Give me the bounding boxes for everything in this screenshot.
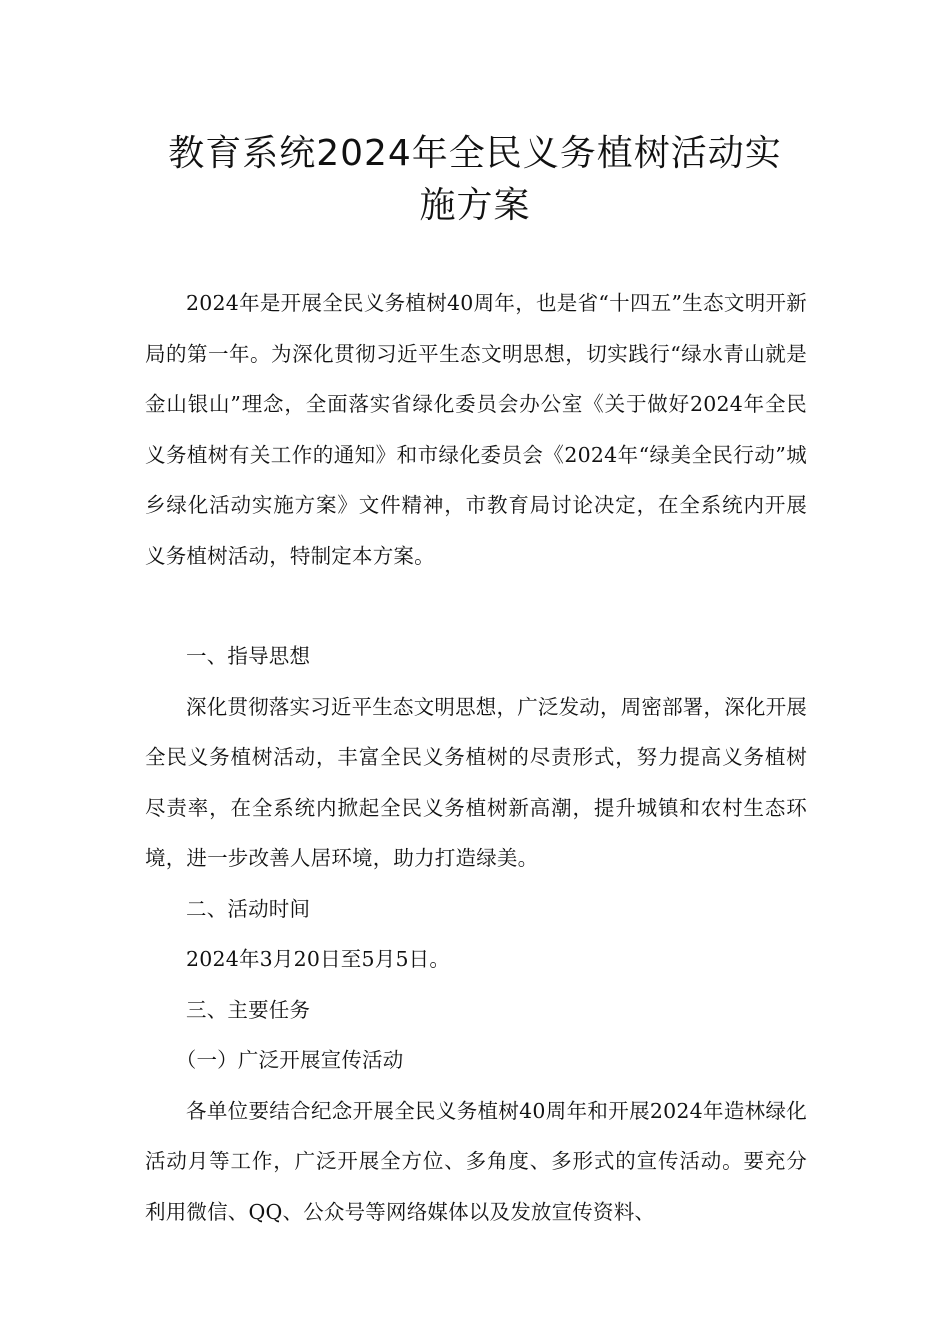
document-body — [145, 278, 807, 1237]
section-body-guiding-thought: 深化贯彻落实习近平生态文明思想，广泛发动，周密部署，深化开展全民义务植树活动，丰富全民义务植树的尽责形式，努力提高义务植树尽责率，在全系统内掀起全民义务植树新高潮，提升城镇和农村生态环境，进一步改善人居环境，助力打造绿美。 — [145, 694, 807, 870]
title-line-1: 教育系统2024年全民义务植树活动实 — [168, 133, 782, 174]
section-heading-guiding-thought: 一、指导思想 — [186, 644, 311, 668]
subsection-heading-publicity: （一）广泛开展宣传活动 — [175, 1048, 404, 1072]
section-heading-main-tasks: 三、主要任务 — [186, 997, 311, 1022]
section-body-activity-time: 2024年3月20日至5月5日。 — [186, 947, 451, 971]
document-title — [140, 128, 810, 232]
title-line-2: 施方案 — [419, 185, 531, 226]
section-heading-activity-time: 二、活动时间 — [186, 896, 311, 921]
paragraph-gap — [145, 581, 807, 631]
intro-paragraph: 2024年是开展全民义务植树40周年，也是省“十四五”生态文明开新局的第一年。为深化贯彻习近平生态文明思想，切实践行“绿水青山就是金山银山”理念，全面落实省绿化委员会办公室《关于做好2024年全民义务植树有关工作的通知》和市绿化委员会《2024年“绿美全民行动”城乡绿化活动实施方案》文件精神，市教育局讨论决定，在全系统内开展义务植树活动，特制定本方案。 — [145, 291, 807, 568]
subsection-body-publicity: 各单位要结合纪念开展全民义务植树40周年和开展2024年造林绿化活动月等工作，广泛开展全方位、多角度、多形式的宣传活动。要充分利用微信、QQ、公众号等网络媒体以及发放宣传资料、 — [145, 1098, 807, 1224]
